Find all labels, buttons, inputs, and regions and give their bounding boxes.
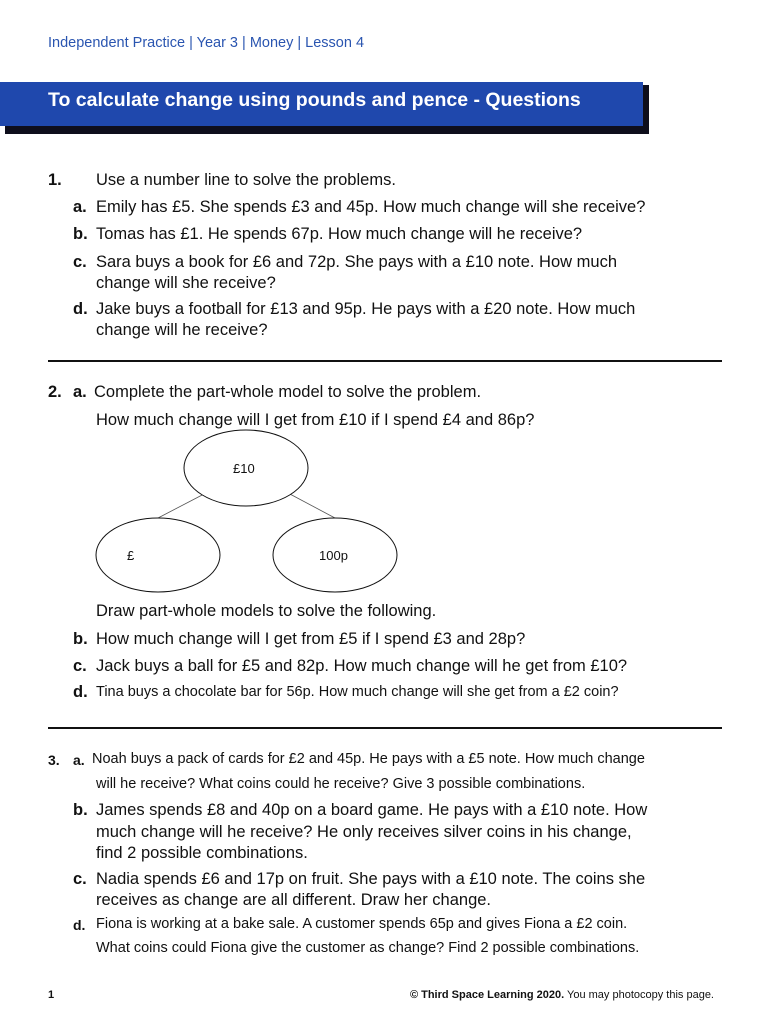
question-2a-text: Complete the part-whole model to solve the problem.	[94, 383, 482, 401]
breadcrumb: Independent Practice | Year 3 | Money | Lesson 4	[48, 35, 365, 51]
question-1d-letter: d.	[73, 300, 88, 318]
question-2-draw-intro: Draw part-whole models to solve the following.	[96, 602, 437, 620]
question-1c-line-2: change will she receive?	[96, 274, 276, 292]
model-part-right-label: 100p	[319, 548, 348, 563]
model-connector-right	[288, 493, 335, 518]
question-3d-line-2: What coins could Fiona give the customer as change? Find 2 possible combinations.	[96, 940, 640, 956]
question-1a-text: Emily has £5. She spends £3 and 45p. How much change will she receive?	[96, 198, 646, 216]
question-1d-line-2: change will he receive?	[96, 321, 268, 339]
divider-2	[48, 727, 722, 729]
model-whole-label: £10	[233, 461, 255, 476]
question-1b-letter: b.	[73, 225, 88, 243]
question-1a-letter: a.	[73, 198, 87, 216]
question-2c-letter: c.	[73, 657, 87, 675]
copyright-text: © Third Space Learning 2020.	[409, 989, 565, 1001]
question-2b-text: How much change will I get from £5 if I spend £3 and 28p?	[96, 630, 526, 648]
question-1c-letter: c.	[73, 253, 87, 271]
question-3c-line-1: Nadia spends £6 and 17p on fruit. She pays with a £10 note. The coins she	[96, 870, 646, 888]
page-title: To calculate change using pounds and pence - Questions	[48, 89, 581, 111]
question-2b-letter: b.	[73, 630, 88, 648]
footer-copyright	[410, 989, 714, 1001]
photocopy-note: You may photocopy this page.	[564, 989, 714, 1001]
question-3d-line-1: Fiona is working at a bake sale. A customer spends 65p and gives Fiona a £2 coin.	[96, 916, 628, 932]
question-1d-line-1: Jake buys a football for £13 and 95p. He pays with a £20 note. How much	[96, 300, 636, 318]
question-3c-letter: c.	[73, 870, 87, 888]
question-3b-line-2: much change will he receive? He only receives silver coins in his change,	[96, 823, 632, 841]
question-2a-question: How much change will I get from £10 if I spend £4 and 86p?	[96, 411, 535, 429]
question-1-number: 1.	[48, 171, 62, 189]
model-part-left-label: £	[127, 548, 135, 563]
question-1-intro: Use a number line to solve the problems.	[96, 171, 396, 189]
question-3c-line-2: receives as change are all different. Draw her change.	[96, 891, 492, 909]
question-3-number: 3.	[48, 752, 60, 768]
question-2d-text: Tina buys a chocolate bar for 56p. How much change will she get from a £2 coin?	[96, 684, 619, 700]
page-number: 1	[48, 989, 55, 1001]
question-2c-text: Jack buys a ball for £5 and 82p. How much change will he get from £10?	[96, 657, 628, 675]
question-3a-letter: a.	[73, 752, 85, 768]
model-part-left-circle	[96, 518, 220, 592]
question-3a-line-2: will he receive? What coins could he receive? Give 3 possible combinations.	[96, 776, 586, 792]
question-1c-line-1: Sara buys a book for £6 and 72p. She pays with a £10 note. How much	[96, 253, 617, 271]
question-3b-line-3: find 2 possible combinations.	[96, 844, 308, 862]
question-3a-line-1: Noah buys a pack of cards for £2 and 45p. He pays with a £5 note. How much change	[92, 751, 645, 767]
model-connector-left	[158, 493, 206, 518]
question-3b-line-1: James spends £8 and 40p on a board game. He pays with a £10 note. How	[96, 801, 648, 819]
question-2d-letter: d.	[73, 683, 88, 701]
question-1b-text: Tomas has £1. He spends 67p. How much change will he receive?	[96, 225, 583, 243]
question-2-number: 2.	[48, 383, 62, 401]
question-3b-letter: b.	[73, 801, 88, 819]
question-2a-letter: a.	[73, 383, 87, 401]
question-3d-letter: d.	[73, 917, 86, 933]
